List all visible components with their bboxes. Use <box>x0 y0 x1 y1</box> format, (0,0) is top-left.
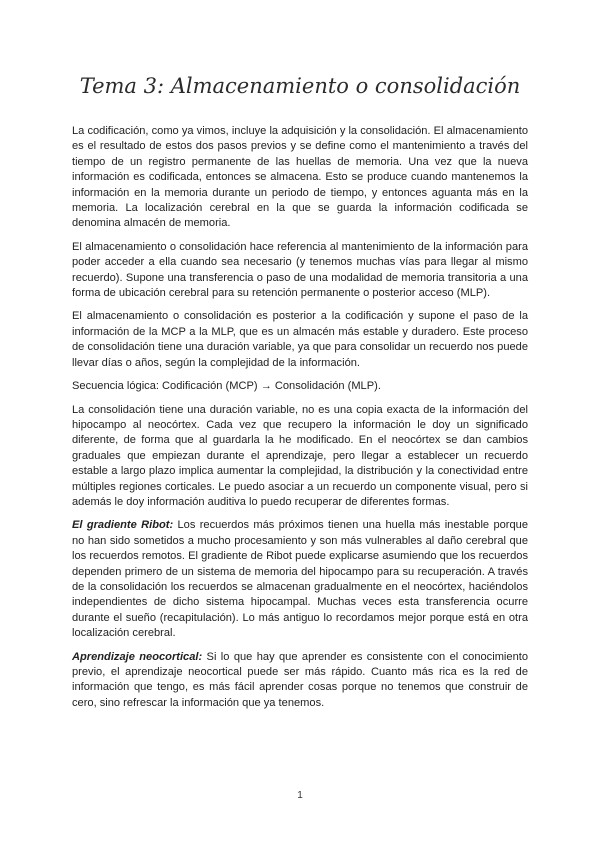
paragraph-2: El almacenamiento o consolidación hace referencia al mantenimiento de la información para poder acceder a ella cuando sea necesario (y tenemos muchas vías para llegar al mismo recuerdo). Supone una transferencia o paso de una modalidad de memoria transitoria a una forma de ubicación cerebral para su retención permanente o posterior acceso (MLP). <box>72 240 528 300</box>
page-number: 1 <box>297 790 303 801</box>
paragraph-neocortical-text: Si lo que hay que aprender es consistente con el conocimiento previo, el aprendizaje neocortical puede ser más rápido. Cuanto más rica es la red de información que tengo, es más fácil aprender cosas porque no tenemos que construir de cero, sino refrescar la información que ya tenemos. <box>72 650 528 709</box>
document-body <box>72 124 528 719</box>
paragraph-neocortical <box>72 650 528 712</box>
paragraph-3: El almacenamiento o consolidación es posterior a la codificación y supone el paso de la información de la MCP a la MLP, que es un almacén más estable y duradero. Este proceso de consolidación tiene una duración variable, ya que para consolidar un recuerdo nos puede llevar días o años, según la complejidad de la información. <box>72 310 528 369</box>
paragraph-ribot-text: Los recuerdos más próximos tienen una huella más inestable porque no han sido sometidos a mucho procesamiento y son más vulnerables al daño cerebral que los recuerdos remotos. El gradiente de Ribot puede explicarse asumiendo que los recuerdos dependen primero de un sistema de memoria del hipocampo para su recuperación. A través de la consolidación los recuerdos se almacenan gradualmente en el neocórtex, haciéndolos independientes de dicho sistema hipocampal. Muchas veces esta transferencia ocurre durante el sueño (recapitulación). Lo más antiguo lo recordamos mejor porque está en otra localización cerebral. <box>72 519 528 640</box>
page-title: Tema 3: Almacenamiento o consolidación <box>79 74 521 98</box>
term-ribot: El gradiente Ribot: <box>72 519 174 532</box>
paragraph-sequence: Secuencia lógica: Codificación (MCP) → Consolidación (MLP). <box>72 380 381 393</box>
paragraph-ribot <box>72 518 528 641</box>
term-neocortical: Aprendizaje neocortical: <box>72 650 203 663</box>
paragraph-5: La consolidación tiene una duración variable, no es una copia exacta de la información del hipocampo al neocórtex. Cada vez que recupero la información le doy un significado diferente, de forma que al guardarla la he modificado. En el neocórtex se dan cambios graduales que empiezan durante el aprendizaje, pero llegar a establecer un recuerdo estable a largo plazo implica aumentar la complejidad, la distribución y la conectividad entre múltiples regiones corticales. Le puedo asociar a un recuerdo un componente visual, pero si además le doy información auditiva lo puedo recuperar de diferentes formas. <box>72 403 528 508</box>
paragraph-1: La codificación, como ya vimos, incluye la adquisición y la consolidación. El almacenamiento es el resultado de estos dos pasos previos y se define como el mantenimiento a través del tiempo de un registro permanente de las huellas de memoria. Una vez que la nueva información es codificada, entonces se almacena. Esto se produce cuando mantenemos la información en la memoria durante un periodo de tiempo, y entonces aguanta más en la memoria. La localización cerebral en la que se guarda la información codificada se denomina almacén de memoria. <box>72 125 528 230</box>
